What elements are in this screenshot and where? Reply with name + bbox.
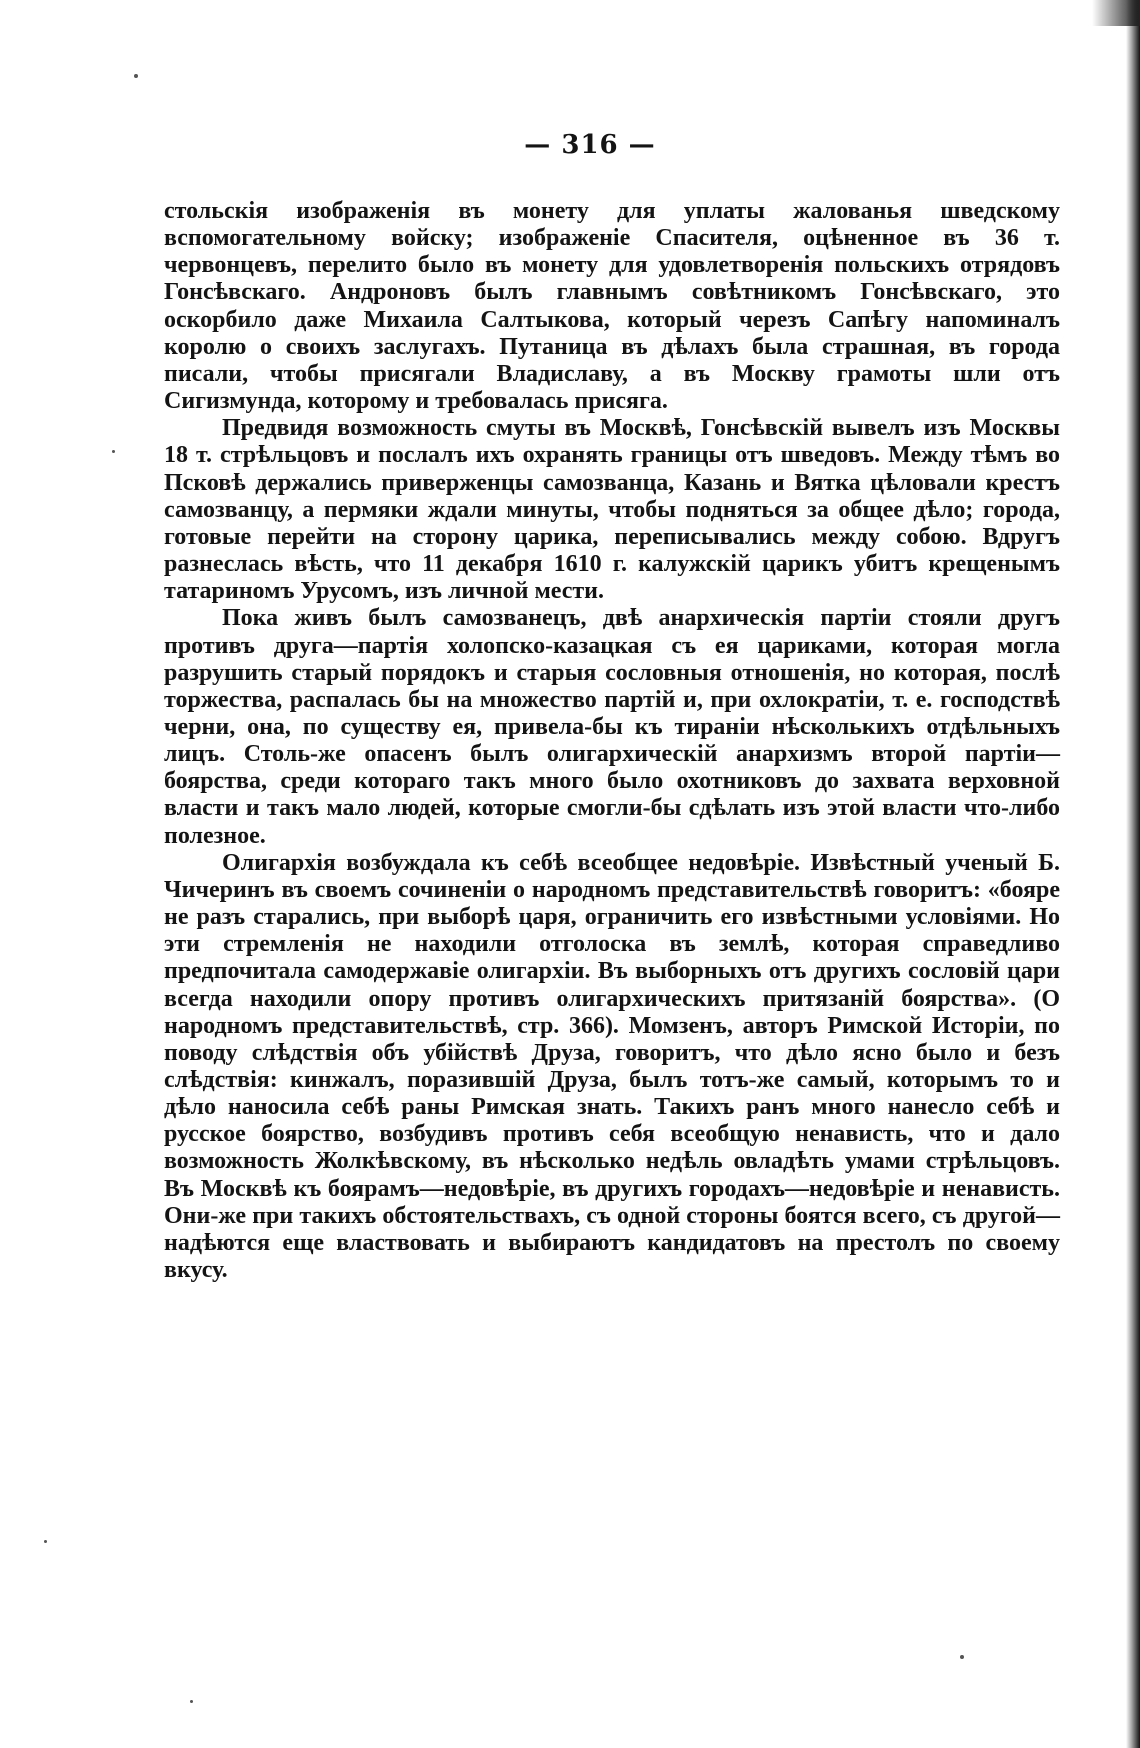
paragraph-1: стольскія изображенія въ монету для уплаты жалованья шведскому вспомогательному войску; изображеніе Спасителя, оцѣненное въ 36 т. червонцевъ, перелито было въ монету для удовлетворенія польскихъ отрядовъ Гонсѣвскаго. Андроновъ былъ главнымъ совѣтникомъ Гонсѣвскаго, это оскорбило даже Михаила Салтыкова, который черезъ Сапѣгу напоминалъ королю о своихъ заслугахъ. Путаница въ дѣлахъ была страшная, въ города писали, чтобы присягали Владиславу, а въ Москву грамоты шли отъ Сигизмунда, которому и требовалась присяга. <box>164 198 1060 415</box>
body-text <box>164 198 1060 1284</box>
scan-edge-corner <box>1092 0 1140 26</box>
scan-edge-shadow <box>1126 0 1140 1748</box>
paragraph-2: Предвидя возможность смуты въ Москвѣ, Гонсѣвскій вывелъ изъ Москвы 18 т. стрѣльцовъ и послалъ ихъ охранять границы отъ шведовъ. Между тѣмъ во Псковѣ держались приверженцы самозванца, Казань и Вятка цѣловали крестъ самозванцу, а пермяки ждали минуты, чтобы подняться за общее дѣло; города, готовые перейти на сторону царика, переписывались между собою. Вдругъ разнеслась вѣсть, что 11 декабря 1610 г. калужскій царикъ убитъ крещенымъ татариномъ Урусомъ, изъ личной мести. <box>164 415 1060 605</box>
paragraph-3: Пока живъ былъ самозванецъ, двѣ анархическія партіи стояли другъ противъ друга—партія холопско-казацкая съ ея цариками, которая могла разрушить старый порядокъ и старыя сословныя отношенія, но которая, послѣ торжества, распалась бы на множество партій и, при охлократіи, т. е. господствѣ черни, она, по существу ея, привела-бы къ тираніи нѣсколькихъ отдѣльныхъ лицъ. Столь-же опасенъ былъ олигархическій анархизмъ второй партіи—боярства, среди котораго такъ много было охотниковъ до захвата верховной власти и такъ мало людей, которые смогли-бы сдѣлать изъ этой власти что-либо полезное. <box>164 605 1060 849</box>
scan-speck <box>960 1655 964 1659</box>
scan-speck <box>44 1540 47 1543</box>
scan-speck <box>112 450 115 453</box>
scan-speck <box>190 1700 193 1703</box>
scan-speck <box>134 74 138 78</box>
page-number: — 316 — <box>524 130 656 160</box>
paragraph-4: Олигархія возбуждала къ себѣ всеобщее недовѣріе. Извѣстный ученый Б. Чичеринъ въ своемъ сочиненіи о народномъ представительствѣ говоритъ: «бояре не разъ старались, при выборѣ царя, ограничить его извѣстными условіями. Но эти стремленія не находили отголоска въ землѣ, которая справедливо предпочитала самодержавіе олигархіи. Въ выборныхъ отъ другихъ сословій цари всегда находили опору противъ олигархическихъ притязаній боярства». (О народномъ представительствѣ, стр. 366). Момзенъ, авторъ Римской Исторіи, по поводу слѣдствія объ убійствѣ Друза, говоритъ, что дѣло ясно было и безъ слѣдствія: кинжалъ, поразившій Друза, былъ тотъ-же самый, которымъ то и дѣло наносила себѣ раны Римская знать. Такихъ ранъ много нанесло себѣ и русское боярство, возбудивъ противъ себя всеобщую ненависть, что и дало возможность Жолкѣвскому, въ нѣсколько недѣль овладѣть умами стрѣльцовъ. Въ Москвѣ къ боярамъ—недовѣріе, въ другихъ городахъ—недовѣріе и ненависть. Они-же при такихъ обстоятельствахъ, съ одной стороны боятся всего, съ другой—надѣются еще властвовать и выбираютъ кандидатовъ на престолъ по своему вкусу. <box>164 849 1060 1284</box>
